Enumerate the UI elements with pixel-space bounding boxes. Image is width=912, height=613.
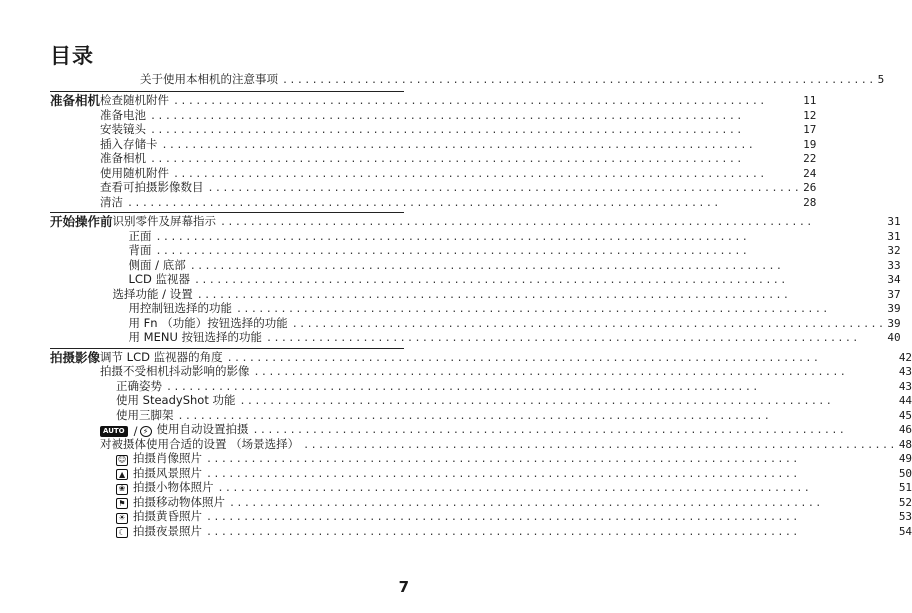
toc-entry[interactable] xyxy=(100,151,816,166)
entry-title: 用控制钮选择的功能 xyxy=(128,301,233,315)
toc-entry[interactable] xyxy=(100,437,912,452)
toc-entry[interactable] xyxy=(100,166,816,181)
entry-title: 拍摄肖像照片 xyxy=(133,451,203,465)
entry-page: 43 xyxy=(898,365,912,378)
toc-entry[interactable] xyxy=(100,480,912,495)
leader-dots: ................................................................................ xyxy=(189,260,784,272)
toc-entry[interactable] xyxy=(113,272,901,287)
entry-title: 使用自动设置拍摄 xyxy=(156,422,249,436)
toc-entry[interactable] xyxy=(100,509,912,524)
entry-page: 53 xyxy=(898,510,912,523)
entry-page: 48 xyxy=(898,437,912,451)
toc-entry[interactable] xyxy=(113,229,901,244)
section-entries xyxy=(113,214,901,345)
entry-title: 拍摄黄昏照片 xyxy=(133,509,203,523)
entry-title: 使用 SteadyShot 功能 xyxy=(116,393,236,407)
entry-title: 背面 xyxy=(128,243,152,257)
entry-icons xyxy=(116,484,133,495)
toc-entry[interactable] xyxy=(113,316,901,331)
entry-icons xyxy=(116,455,133,466)
leader-dots: ................................................................................ xyxy=(282,75,876,86)
portrait-scene-icon: ☺ xyxy=(117,455,127,464)
entry-title: 用 Fn （功能）按钮选择的功能 xyxy=(128,315,288,330)
toc-entry[interactable] xyxy=(100,495,912,510)
entry-title: 用 MENU 按钮选择的功能 xyxy=(128,330,263,344)
toc-entry-precautions[interactable] xyxy=(140,72,885,87)
toc-entry[interactable] xyxy=(113,243,901,258)
entry-page: 44 xyxy=(898,394,912,407)
leader-dots: ................................................................................ xyxy=(161,139,756,151)
entry-title: LCD 监视器 xyxy=(128,272,190,286)
entry-title: 查看可拍摄影像数目 xyxy=(100,180,204,194)
entry-page: 17 xyxy=(803,123,817,136)
toc-entry[interactable] xyxy=(113,330,901,345)
entry-title: 识别零件及屏幕指示 xyxy=(112,214,217,228)
entry-title: 对被摄体使用合适的设置 （场景选择） xyxy=(100,436,300,451)
entry-page: 22 xyxy=(803,152,817,165)
section-entries xyxy=(100,350,912,539)
toc-entry[interactable] xyxy=(100,180,816,195)
section-title: 开始操作前 xyxy=(50,214,113,229)
table-of-contents xyxy=(50,72,912,538)
entry-page: 37 xyxy=(887,287,901,301)
leader-dots: ................................................................................ xyxy=(266,333,860,344)
entry-page: 19 xyxy=(803,137,817,151)
leader-dots: ................................................................................ xyxy=(239,396,834,407)
entry-title: 拍摄风景照片 xyxy=(133,465,203,480)
entry-page: 51 xyxy=(898,481,912,494)
entry-title: 使用随机附件 xyxy=(100,165,170,180)
entry-title: 关于使用本相机的注意事项 xyxy=(140,72,278,86)
sunset-scene-icon: ☀ xyxy=(116,513,128,524)
leader-dots: ................................................................................ xyxy=(206,512,800,523)
entry-page: 52 xyxy=(898,495,912,509)
leader-dots: ................................................................................ xyxy=(207,183,802,194)
entry-icons xyxy=(116,513,133,524)
entry-page: 54 xyxy=(898,524,912,538)
entry-title: 正面 xyxy=(128,228,152,243)
entry-title: 拍摄移动物体照片 xyxy=(133,494,226,509)
entry-page: 49 xyxy=(898,452,912,465)
toc-entry[interactable] xyxy=(113,258,901,273)
toc-intro xyxy=(50,72,885,88)
entry-page: 40 xyxy=(887,331,901,344)
sports-scene-icon: ⚑ xyxy=(116,498,128,509)
entry-page: 34 xyxy=(887,273,901,286)
entry-page: 5 xyxy=(877,73,885,86)
macro-scene-icon: ❀ xyxy=(116,484,128,495)
toc-entry[interactable] xyxy=(100,108,816,123)
toc-entry[interactable] xyxy=(100,524,912,539)
entry-title: 准备电池 xyxy=(100,107,147,122)
page-title: 目录 xyxy=(50,44,94,68)
entry-title: 检查随机附件 xyxy=(100,93,170,107)
entry-title: 安装镜头 xyxy=(100,122,147,136)
entry-page: 45 xyxy=(898,408,912,422)
leader-dots: ................................................................................ xyxy=(193,275,788,286)
entry-page: 46 xyxy=(898,423,912,436)
leader-dots: ................................................................................ xyxy=(173,96,767,107)
entry-icons xyxy=(116,498,133,509)
entry-page: 43 xyxy=(898,379,912,393)
toc-entry[interactable] xyxy=(100,195,816,210)
section-title: 准备相机 xyxy=(50,93,101,108)
toc-entry[interactable] xyxy=(100,364,912,379)
leader-dots: ................................................................................ xyxy=(127,197,721,209)
entry-page: 50 xyxy=(898,466,912,480)
toc-section xyxy=(50,348,912,539)
leader-dots: ................................................................................ xyxy=(206,454,800,465)
leader-dots: ................................................................................ xyxy=(166,381,760,393)
toc-entry[interactable] xyxy=(100,466,912,481)
leader-dots: ................................................................................ xyxy=(291,318,886,330)
leader-dots: ................................................................................ xyxy=(226,352,821,364)
entry-title: 拍摄小物体照片 xyxy=(133,480,214,494)
toc-entry[interactable] xyxy=(100,422,912,437)
night-portrait-scene-icon: ☾ xyxy=(116,527,128,538)
leader-dots: ................................................................................ xyxy=(206,468,800,480)
leader-dots: ................................................................................ xyxy=(217,483,812,494)
toc-entry[interactable] xyxy=(113,287,901,302)
leader-dots: ................................................................................ xyxy=(220,217,814,228)
entry-page: 39 xyxy=(887,302,901,315)
toc-entry[interactable] xyxy=(113,214,901,229)
entry-page: 33 xyxy=(887,258,901,272)
entry-title: 选择功能 / 设置 xyxy=(112,286,193,301)
entry-page: 32 xyxy=(887,244,901,257)
toc-entry[interactable] xyxy=(100,350,912,365)
entry-page: 28 xyxy=(803,195,817,209)
section-entries xyxy=(100,93,816,209)
landscape-scene-icon: ▲ xyxy=(116,469,128,480)
toc-sections xyxy=(50,91,912,538)
leader-dots: ................................................................................ xyxy=(236,304,830,315)
leader-dots: ................................................................................ xyxy=(206,526,800,538)
toc-entry[interactable] xyxy=(100,408,912,423)
entry-page: 12 xyxy=(803,108,817,122)
toc-section xyxy=(50,91,817,209)
toc-entry[interactable] xyxy=(100,93,816,108)
toc-entry[interactable] xyxy=(100,393,912,408)
leader-dots: ................................................................................ xyxy=(177,410,772,422)
leader-dots: ................................................................................ xyxy=(196,289,791,301)
leader-dots: ................................................................................ xyxy=(229,497,823,509)
entry-title: 调节 LCD 监视器的角度 xyxy=(100,349,223,364)
leader-dots: ................................................................................ xyxy=(150,154,744,165)
leader-dots: ................................................................................ xyxy=(155,246,750,257)
section-title: 拍摄影像 xyxy=(50,349,101,365)
entry-page: 24 xyxy=(803,166,817,180)
entry-title: 使用三脚架 xyxy=(116,407,174,422)
entry-title: 侧面 / 底部 xyxy=(128,257,186,272)
toc-entry[interactable] xyxy=(100,122,816,137)
entry-title: 拍摄不受相机抖动影响的影像 xyxy=(100,364,250,378)
leader-dots: ................................................................................ xyxy=(150,110,744,122)
leader-dots: ................................................................................ xyxy=(252,425,847,436)
entry-title: 拍摄夜景照片 xyxy=(133,523,203,538)
leader-dots: ................................................................................ xyxy=(150,125,744,136)
toc-section xyxy=(50,212,901,345)
entry-title: 正确姿势 xyxy=(116,378,163,393)
entry-page: 26 xyxy=(803,181,817,194)
entry-page: 31 xyxy=(887,215,901,228)
entry-page: 11 xyxy=(803,94,817,107)
toc-entry[interactable] xyxy=(113,301,901,316)
icon-separator: / xyxy=(133,424,138,439)
entry-title: 准备相机 xyxy=(100,151,147,165)
entry-page: 31 xyxy=(887,229,901,243)
no-flash-icon: ⚡ xyxy=(140,426,152,437)
auto-mode-icon: AUTO xyxy=(100,426,128,437)
entry-title: 插入存储卡 xyxy=(100,136,158,151)
leader-dots: ................................................................................ xyxy=(303,439,897,451)
entry-icons xyxy=(116,469,133,480)
leader-dots: ................................................................................ xyxy=(173,168,767,180)
toc-entry[interactable] xyxy=(100,137,816,152)
toc-entry[interactable] xyxy=(100,379,912,394)
page-number: 7 xyxy=(398,578,409,596)
entry-page: 42 xyxy=(898,350,912,364)
leader-dots: ................................................................................ xyxy=(155,231,750,243)
entry-page: 39 xyxy=(887,316,901,330)
toc-entry[interactable] xyxy=(100,451,912,466)
entry-icons xyxy=(116,527,133,538)
leader-dots: ................................................................................ xyxy=(253,367,848,378)
entry-title: 清洁 xyxy=(100,194,124,209)
